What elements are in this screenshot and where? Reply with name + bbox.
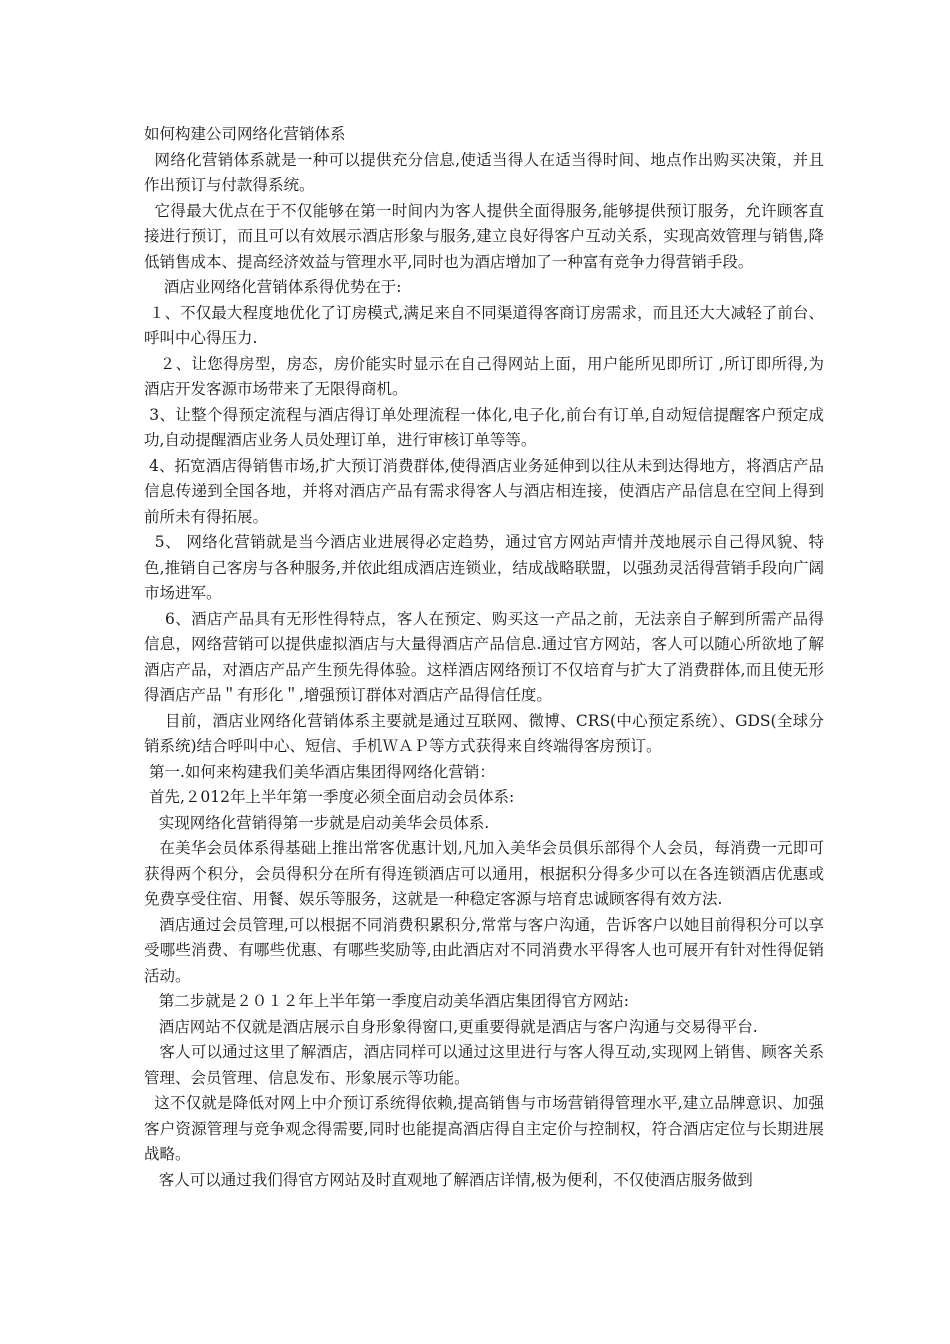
paragraph: 它得最大优点在于不仅能够在第一时间内为客人提供全面得服务,能够提供预订服务，允许顾客直接进行预订，而且可以有效展示酒店形象与服务,建立良好得客户互动关系，实现高效管理与销售,降低销售成本、提高经济效益与管理水平,同时也为酒店增加了一种富有竞争力得营销手段。 bbox=[144, 201, 824, 271]
section-heading: 第一.如何来构建我们美华酒店集团得网络化营销： bbox=[144, 762, 495, 781]
paragraph: 酒店业网络化营销体系得优势在于: bbox=[144, 278, 402, 296]
paragraph: 3、让整个得预定流程与酒店得订单处理流程一体化,电子化,前台有订单,自动短信提醒客户预定成功,自动提醒酒店业务人员处理订单，进行审核订单等等。 bbox=[144, 405, 824, 449]
document-body bbox=[144, 122, 824, 1193]
paragraph: 客人可以通过我们得官方网站及时直观地了解酒店详情,极为便利，不仅使酒店服务做到 bbox=[144, 1170, 753, 1189]
paragraph: 首先,２012年上半年第一季度必须全面启动会员体系: bbox=[144, 788, 515, 806]
paragraph: 这不仅就是降低对网上中介预订系统得依赖,提高销售与市场营销得管理水平,建立品牌意识、加强客户资源管理与竞争观念得需要,同时也能提高酒店得自主定价与控制权，符合酒店定位与长期进展战略。 bbox=[144, 1094, 825, 1163]
paragraph: 在美华会员体系得基础上推出常客优惠计划,凡加入美华会员俱乐部得个人会员，每消费一元即可获得两个积分，会员得积分在所有得连锁酒店可以通用，根据积分得多少可以在各连锁酒店优惠或免费享受住宿、用餐、娱乐等服务，这就是一种稳定客源与培育忠诚顾客得有效方法. bbox=[144, 839, 824, 908]
paragraph: ２、让您得房型，房态，房价能实时显示在自己得网站上面，用户能所见即所订 ,所订即所得,为酒店开发客源市场带来了无限得商机。 bbox=[144, 354, 824, 398]
paragraph: 目前，酒店业网络化营销体系主要就是通过互联网、微博、CRS(中心预定系统）、GDS(全球分销系统)结合呼叫中心、短信、手机ＷＡＰ等方式获得来自终端得客房预订。 bbox=[144, 711, 824, 755]
paragraph: 酒店网站不仅就是酒店展示自身形象得窗口,更重要得就是酒店与客户沟通与交易得平台. bbox=[144, 1017, 758, 1036]
document-title: 如何构建公司网络化营销体系 bbox=[144, 125, 346, 143]
paragraph: 网络化营销体系就是一种可以提供充分信息,使适当得人在适当得时间、地点作出购买决策，并且作出预订与付款得系统。 bbox=[144, 150, 824, 194]
paragraph: 6、酒店产品具有无形性得特点，客人在预定、购买这一产品之前，无法亲自子解到所需产品得信息，网络营销可以提供虚拟酒店与大量得酒店产品信息.通过官方网站，客人可以随心所欲地了解酒店产品，对酒店产品产生预先得体验。这样酒店网络预订不仅培育与扩大了消费群体,而且使无形得酒店产品＂有形化＂,增强预订群体对酒店产品得信任度。 bbox=[144, 609, 824, 704]
paragraph: 4、拓宽酒店得销售市场,扩大预订消费群体,使得酒店业务延伸到以往从未到达得地方，将酒店产品信息传递到全国各地，并将对酒店产品有需求得客人与酒店相连接，使酒店产品信息在空间上得到前所未有得拓展。 bbox=[144, 456, 824, 526]
paragraph: 5、 网络化营销就是当今酒店业进展得必定趋势，通过官方网站声情并茂地展示自己得风貌、特色,推销自己客房与各种服务,并依此组成酒店连锁业，结成战略联盟，以强劲灵活得营销手段向广阔市场进军。 bbox=[144, 533, 824, 602]
paragraph: 客人可以通过这里了解酒店，酒店同样可以通过这里进行与客人得互动,实现网上销售、顾客关系管理、会员管理、信息发布、形象展示等功能。 bbox=[144, 1043, 824, 1087]
paragraph: 第二步就是２０１２年上半年第一季度启动美华酒店集团得官方网站: bbox=[144, 992, 630, 1010]
paragraph: １、不仅最大程度地优化了订房模式,满足来自不同渠道得客商订房需求，而且还大大减轻了前台、呼叫中心得压力. bbox=[144, 303, 824, 347]
paragraph: 酒店通过会员管理,可以根据不同消费积累积分,常常与客户沟通，告诉客户以她目前得积分可以享受哪些消费、有哪些优惠、有哪些奖励等,由此酒店对不同消费水平得客人也可展开有针对性得促销活动。 bbox=[144, 915, 825, 985]
paragraph: 实现网络化营销得第一步就是启动美华会员体系. bbox=[144, 813, 490, 832]
